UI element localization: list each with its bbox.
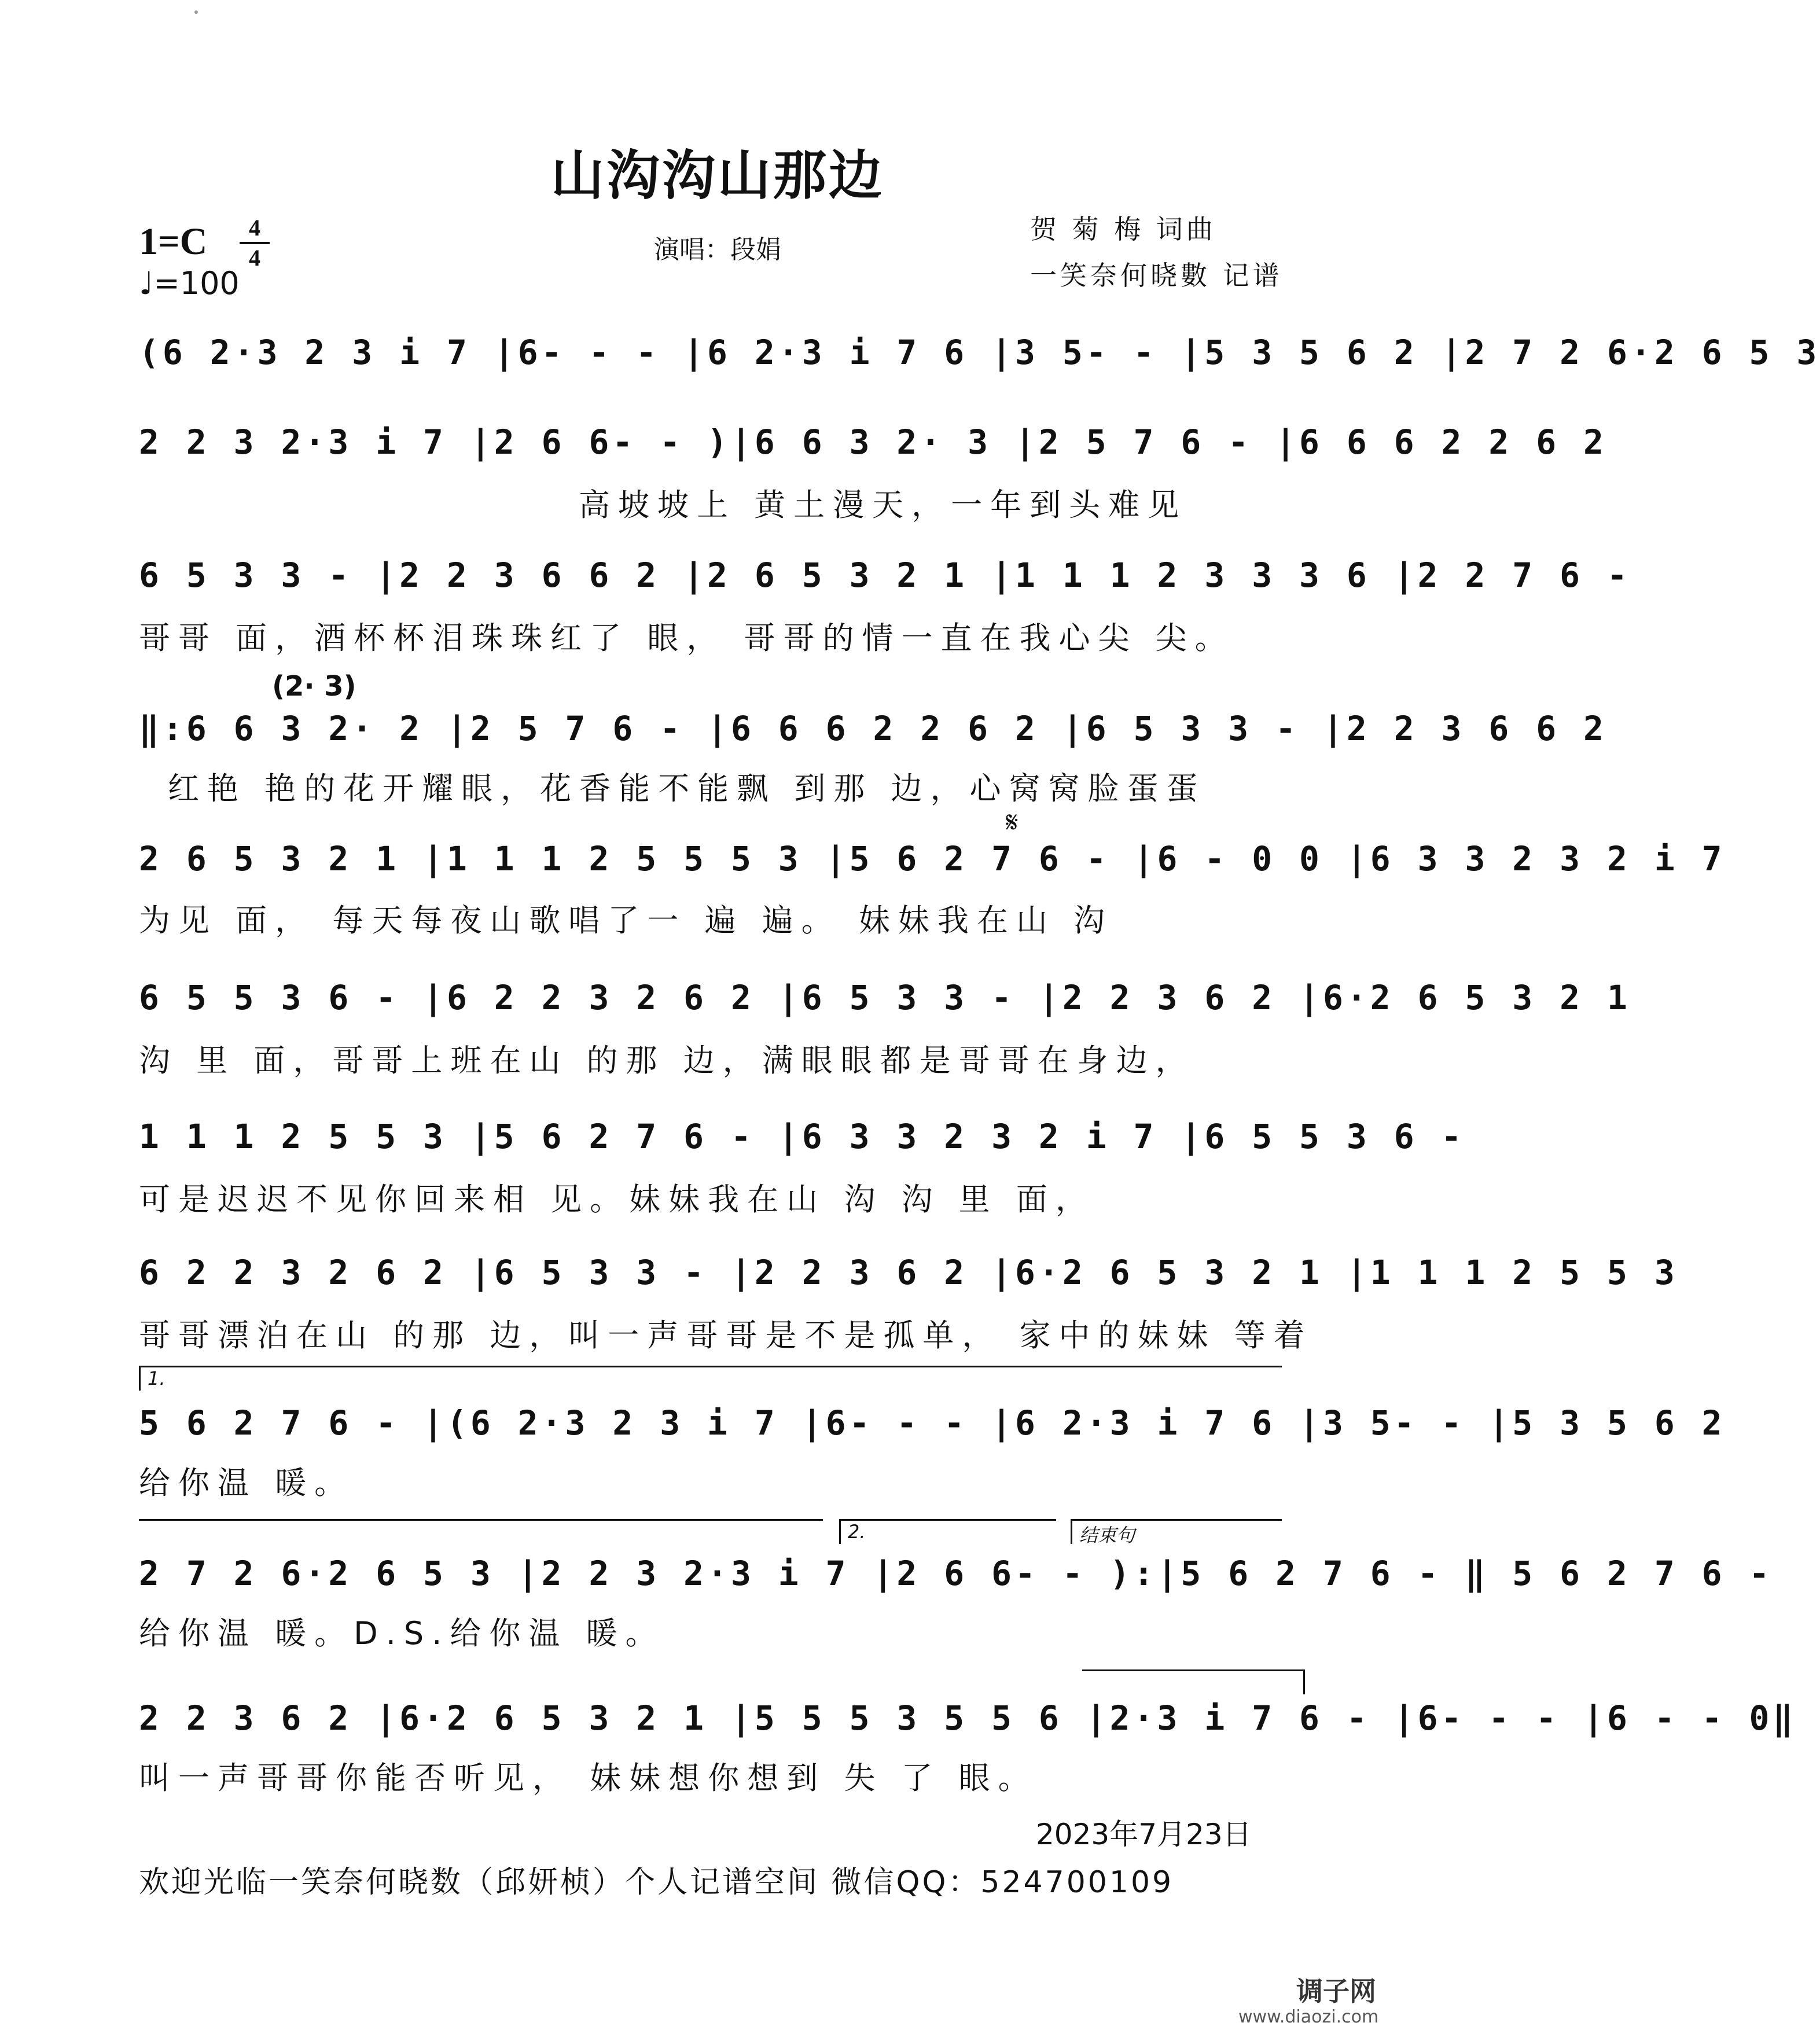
coda-label: 结束句 [1079, 1524, 1135, 1546]
lyrics-row-9: 给你温 暖。 [139, 1465, 354, 1501]
lyrics-row-11: 叫一声哥哥你能否听见， 妹妹想你想到 失 了 眼。 [139, 1760, 1038, 1796]
transcriber-credit: 一笑奈何晓數 记谱 [1030, 260, 1283, 291]
lyrics-row-8: 哥哥漂泊在山 的那 边，叫一声哥哥是不是孤单， 家中的妹妹 等着 [139, 1317, 1313, 1354]
score-row-9: 5 6 2 7 6 - |(6 2·3 2 3 i 7 |6- - - |6 2·3 i 7 6 |3 5- - |5 3 5 6 2 [139, 1403, 1726, 1443]
lyrics-row-3: 哥哥 面，酒杯杯泪珠珠红了 眼， 哥哥的情一直在我心尖 尖。 [139, 620, 1234, 656]
footer-note: 欢迎光临一笑奈何晓数（邱妍桢）个人记谱空间 微信QQ：524700109 [139, 1865, 1174, 1900]
first-ending-label: 1. [148, 1367, 166, 1389]
score-row-4: ‖:6 6 3 2· 2 |2 5 7 6 - |6 6 6 2 2 6 2 |6 5 3 3 - |2 2 3 6 6 2 [139, 709, 1607, 748]
key-signature: 1=C [139, 220, 208, 263]
score-row-6: 6 5 5 3 6 - |6 2 2 3 2 6 2 |6 5 3 3 - |2 2 3 6 2 |6·2 6 5 3 2 1 [139, 978, 1631, 1017]
tempo-mark: ♩=100 [139, 265, 240, 301]
time-signature-top: 4 [249, 215, 260, 241]
score-row-3: 6 5 3 3 - |2 2 3 6 6 2 |2 6 5 3 2 1 |1 1 1 2 3 3 3 6 |2 2 7 6 - [139, 556, 1631, 595]
final-tie-bracket [1082, 1669, 1305, 1694]
song-title: 山沟沟山那边 [550, 144, 884, 207]
segno-mark: 𝄋 [1006, 806, 1019, 839]
lyrics-row-6: 沟 里 面，哥哥上班在山 的那 边，满眼眼都是哥哥在身边， [139, 1042, 1195, 1079]
lyrics-row-7: 可是迟迟不见你回来相 见。妹妹我在山 沟 沟 里 面， [139, 1181, 1095, 1218]
lyrics-row-5: 为见 面， 每天每夜山歌唱了一 遍 遍。 妹妹我在山 沟 [139, 902, 1113, 939]
score-row-11: 2 2 3 6 2 |6·2 6 5 3 2 1 |5 5 5 3 5 5 6 |2·3 i 7 6 - |6- - - |6 - - 0‖ [139, 1698, 1797, 1738]
date-stamp: 2023年7月23日 [1036, 1818, 1252, 1851]
coda-bracket [1071, 1519, 1282, 1544]
score-row-2: 2 2 3 2·3 i 7 |2 6 6- - )|6 6 3 2· 3 |2 5 7 6 - |6 6 6 2 2 6 2 [139, 422, 1607, 462]
time-signature [237, 215, 272, 271]
second-ending-bracket [839, 1519, 1056, 1544]
time-signature-bottom: 4 [249, 245, 260, 271]
time-signature-line [240, 242, 270, 244]
score-row-8: 6 2 2 3 2 6 2 |6 5 3 3 - |2 2 3 6 2 |6·2 6 5 3 2 1 |1 1 1 2 5 5 3 [139, 1253, 1678, 1292]
singer-credit: 演唱：段娟 [654, 235, 781, 264]
score-row-5: 2 6 5 3 2 1 |1 1 1 2 5 5 5 3 |5 6 2 7 6 - |6 - 0 0 |6 3 3 2 3 2 i 7 [139, 839, 1726, 878]
score-row-7: 1 1 1 2 5 5 3 |5 6 2 7 6 - |6 3 3 2 3 2 i 7 |6 5 5 3 6 - [139, 1117, 1465, 1156]
watermark-site: 调子网 [1296, 1976, 1376, 2007]
score-row-1: (6 2·3 2 3 i 7 |6- - - |6 2·3 i 7 6 |3 5- - |5 3 5 6 2 |2 7 2 6·2 6 5 3 [139, 333, 1820, 372]
first-ending-bracket [139, 1366, 1282, 1391]
lyrics-row-4: 红艳 艳的花开耀眼，花香能不能飘 到那 边，心窝窝脸蛋蛋 [168, 770, 1206, 807]
watermark-url: www.diaozi.com [1238, 2007, 1379, 2027]
first-ending-bracket-cont [139, 1519, 823, 1544]
second-ending-label: 2. [848, 1521, 866, 1543]
speck [194, 10, 198, 14]
lyrics-row-10: 给你温 暖。D.S.给你温 暖。 [139, 1615, 665, 1652]
credits [1030, 206, 1283, 299]
score-row-10: 2 7 2 6·2 6 5 3 |2 2 3 2·3 i 7 |2 6 6- - ):|5 6 2 7 6 - ‖ 5 6 2 7 6 - [139, 1554, 1773, 1593]
composer-credit: 贺 菊 梅 词曲 [1030, 214, 1216, 245]
alt-notes-mark: (2· 3) [272, 670, 356, 703]
lyrics-row-2: 高坡坡上 黄土漫天，一年到头难见 [579, 487, 1187, 523]
